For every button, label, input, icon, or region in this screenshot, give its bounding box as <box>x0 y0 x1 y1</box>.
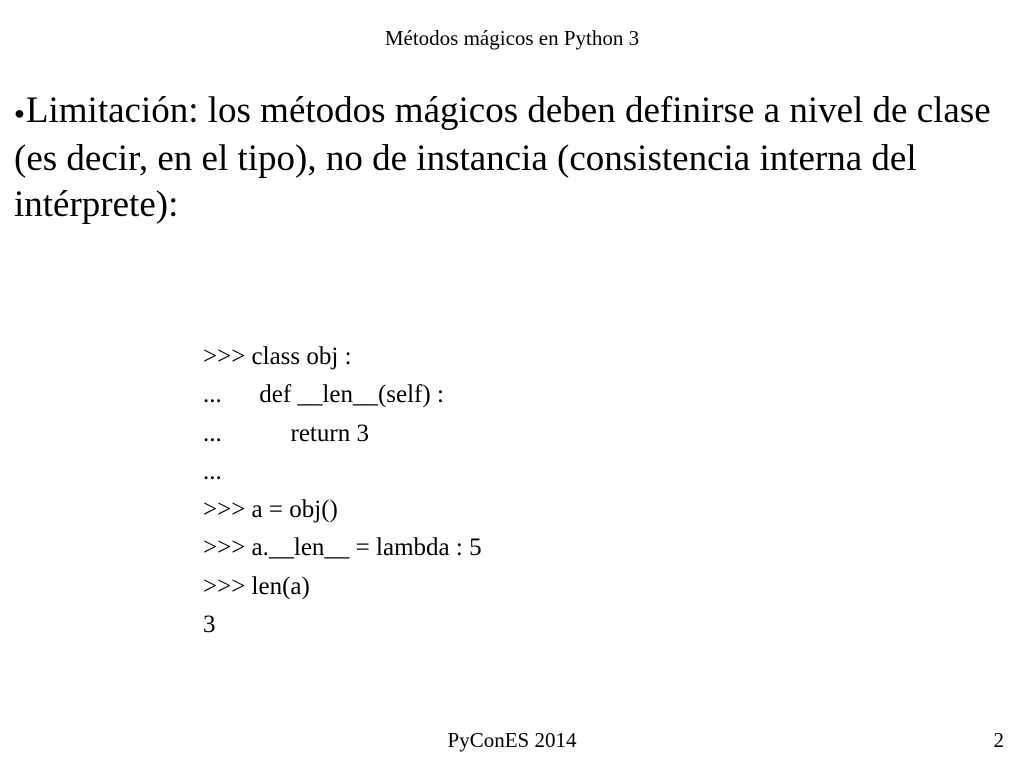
bullet-icon: ● <box>14 103 25 123</box>
slide-header-title: Métodos mágicos en Python 3 <box>384 26 640 50</box>
code-line: ... def __len__(self) : <box>203 381 444 409</box>
footer-event: PyConES 2014 <box>447 728 577 752</box>
code-example <box>203 338 482 644</box>
bullet-text: Limitación: los métodos mágicos deben definirse a nivel de clase (es decir, en el tipo), no de instancia (consistencia interna del intérprete): <box>14 90 991 225</box>
code-line: >>> len(a) <box>203 572 310 600</box>
code-line: >>> class obj : <box>203 343 352 370</box>
code-line: 3 <box>203 611 216 639</box>
page-number: 2 <box>993 728 1004 752</box>
bullet-item <box>14 88 1004 228</box>
code-line: ... return 3 <box>203 419 369 447</box>
code-line: >>> a.__len__ = lambda : 5 <box>203 534 482 562</box>
code-line: >>> a = obj() <box>203 496 338 524</box>
code-line: ... <box>203 457 222 485</box>
